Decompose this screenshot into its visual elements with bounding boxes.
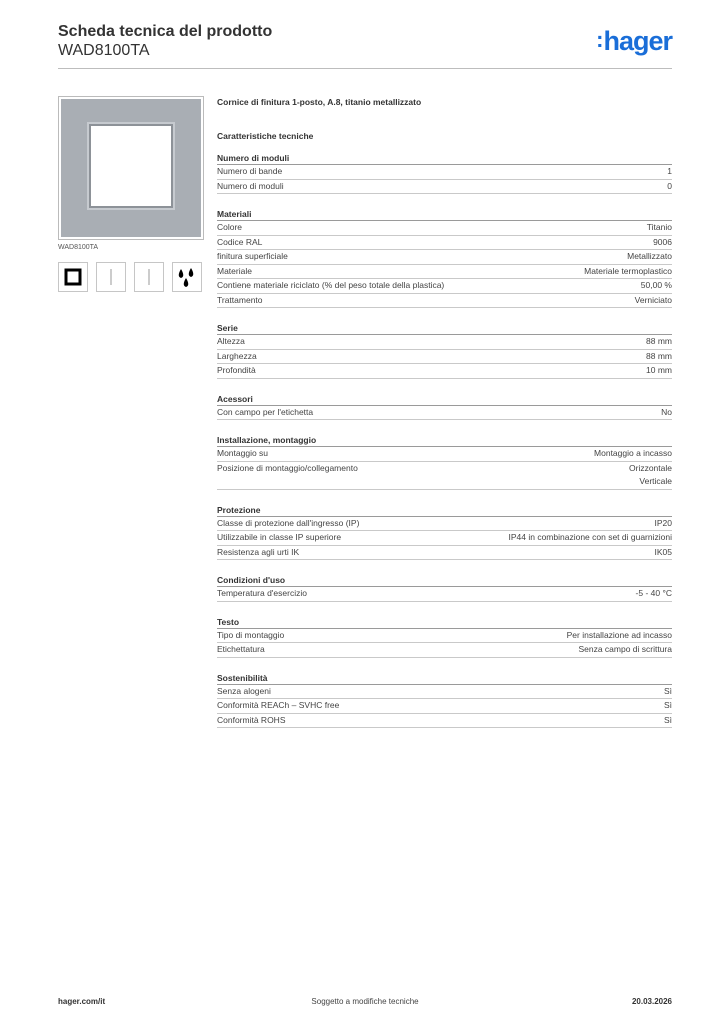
footer-website: hager.com/it bbox=[58, 997, 106, 1006]
spec-value-line: IK05 bbox=[654, 546, 672, 557]
spec-label: Trattamento bbox=[217, 294, 263, 305]
spec-value-line: Sì bbox=[663, 700, 672, 710]
spec-row bbox=[217, 350, 672, 365]
hager-logo bbox=[596, 26, 672, 57]
spec-value bbox=[627, 250, 672, 264]
spec-row bbox=[217, 531, 672, 546]
spec-value-line: 88 mm bbox=[646, 336, 672, 346]
spec-value-line: 0 bbox=[667, 180, 672, 191]
spec-value bbox=[646, 335, 672, 349]
spec-row bbox=[217, 643, 672, 658]
spec-groups bbox=[217, 152, 672, 728]
spec-value-line: Orizzontale bbox=[629, 462, 672, 473]
frame-opening bbox=[89, 124, 173, 208]
spec-value bbox=[578, 643, 672, 657]
spec-label: Posizione di montaggio/collegamento bbox=[217, 462, 358, 473]
spec-label: Temperatura d'esercizio bbox=[217, 588, 307, 598]
spec-value-line: Montaggio a incasso bbox=[594, 448, 672, 458]
spec-label: Utilizzabile in classe IP superiore bbox=[217, 532, 342, 542]
spec-value-line: No bbox=[661, 406, 672, 417]
group-title: Protezione bbox=[217, 504, 672, 517]
spec-value-line: 50,00 % bbox=[640, 280, 672, 290]
spec-row bbox=[217, 250, 672, 265]
spec-label: Contiene materiale riciclato (% del peso totale della plastica) bbox=[217, 280, 445, 290]
spec-row bbox=[217, 294, 672, 309]
spec-value bbox=[646, 350, 672, 364]
spec-row bbox=[217, 165, 672, 180]
spec-row bbox=[217, 714, 672, 729]
spec-value bbox=[629, 462, 672, 489]
spec-label: Conformità REACh – SVHC free bbox=[217, 700, 340, 710]
spec-value-line: 9006 bbox=[653, 236, 672, 247]
spec-value bbox=[653, 236, 672, 250]
spec-row bbox=[217, 699, 672, 714]
spec-label: Numero di moduli bbox=[217, 180, 284, 191]
spec-value-line: Verniciato bbox=[634, 294, 672, 305]
spec-value bbox=[647, 221, 672, 235]
product-image bbox=[58, 96, 204, 240]
spec-row bbox=[217, 335, 672, 350]
spec-label: Etichettatura bbox=[217, 644, 265, 654]
spec-value bbox=[636, 587, 672, 601]
spec-value-line: 10 mm bbox=[646, 365, 672, 375]
spec-label: Materiale bbox=[217, 265, 252, 276]
group-title: Installazione, montaggio bbox=[217, 434, 672, 447]
spec-label: Larghezza bbox=[217, 350, 257, 361]
feature-icons bbox=[58, 262, 202, 294]
spec-label: Codice RAL bbox=[217, 236, 263, 247]
spec-value-line: 88 mm bbox=[646, 350, 672, 361]
group-title: Sostenibilità bbox=[217, 672, 672, 685]
spec-value-line: IP44 in combinazione con set di guarnizioni bbox=[508, 532, 672, 542]
spec-value bbox=[664, 714, 672, 728]
header-divider bbox=[58, 68, 672, 69]
spec-value bbox=[509, 531, 673, 545]
vertical-line-icon bbox=[134, 262, 164, 292]
group-title: Acessori bbox=[217, 393, 672, 406]
footer-date: 20.03.2026 bbox=[631, 997, 672, 1006]
group-title: Numero di moduli bbox=[217, 152, 672, 165]
spec-value bbox=[664, 685, 672, 699]
spec-value-line: Metallizzato bbox=[627, 251, 672, 261]
spec-value-line: Per installazione ad incasso bbox=[566, 629, 672, 640]
group-title: Materiali bbox=[217, 208, 672, 221]
spec-group bbox=[217, 208, 672, 308]
logo-text: hager bbox=[603, 26, 672, 56]
spec-value-line: Sì bbox=[663, 685, 672, 696]
spec-label: Montaggio su bbox=[217, 448, 269, 458]
section-title: Caratteristiche tecniche bbox=[217, 131, 314, 141]
spec-label: Colore bbox=[217, 222, 243, 232]
spec-value-line: Titanio bbox=[646, 222, 672, 232]
spec-label: Con campo per l'etichetta bbox=[217, 406, 314, 417]
spec-value-line: -5 - 40 °C bbox=[635, 588, 672, 598]
spec-label: Tipo di montaggio bbox=[217, 629, 285, 640]
spec-row bbox=[217, 629, 672, 644]
footer-note: Soggetto a modifiche tecniche bbox=[311, 997, 419, 1006]
spec-value bbox=[635, 294, 672, 308]
spec-group bbox=[217, 672, 672, 729]
spec-value bbox=[664, 699, 672, 713]
group-title: Serie bbox=[217, 322, 672, 335]
spec-row bbox=[217, 221, 672, 236]
spec-row bbox=[217, 364, 672, 379]
page-title: Scheda tecnica del prodotto bbox=[58, 23, 273, 40]
spec-group bbox=[217, 322, 672, 379]
logo-colon-icon: : bbox=[596, 27, 603, 52]
spec-group bbox=[217, 616, 672, 658]
spec-row bbox=[217, 265, 672, 280]
spec-row bbox=[217, 546, 672, 561]
spec-value bbox=[667, 165, 672, 179]
spec-row bbox=[217, 517, 672, 532]
spec-value bbox=[667, 180, 672, 194]
spec-value bbox=[594, 447, 672, 461]
spec-label: Altezza bbox=[217, 336, 245, 346]
spec-label: Numero di bande bbox=[217, 166, 283, 176]
spec-value-line: Materiale termoplastico bbox=[584, 265, 672, 276]
spec-group bbox=[217, 393, 672, 421]
spec-label: Profondità bbox=[217, 365, 256, 375]
frame-plate bbox=[61, 99, 201, 237]
spec-label: Conformità ROHS bbox=[217, 714, 286, 725]
spec-value bbox=[661, 406, 672, 420]
spec-row bbox=[217, 447, 672, 462]
spec-row bbox=[217, 685, 672, 700]
frame-square-icon bbox=[58, 262, 88, 292]
product-description: Cornice di finitura 1-posto, A.8, titanio metallizzato bbox=[217, 97, 422, 107]
group-title: Testo bbox=[217, 616, 672, 629]
spec-label: Resistenza agli urti IK bbox=[217, 546, 300, 557]
spec-row bbox=[217, 279, 672, 294]
spec-label: Classe di protezione dall'ingresso (IP) bbox=[217, 517, 360, 528]
spec-value bbox=[584, 265, 672, 279]
document-header bbox=[58, 22, 672, 70]
spec-value-line: Sì bbox=[663, 714, 672, 725]
spec-value-line: Senza campo di scrittura bbox=[578, 644, 672, 654]
spec-value-line: 1 bbox=[667, 166, 672, 176]
spec-group bbox=[217, 504, 672, 561]
vertical-line-icon bbox=[96, 262, 126, 292]
spec-row bbox=[217, 236, 672, 251]
group-title: Condizioni d'uso bbox=[217, 574, 672, 587]
spec-row bbox=[217, 462, 672, 490]
water-drops-icon bbox=[172, 262, 202, 292]
spec-value bbox=[567, 629, 672, 643]
spec-label: Senza alogeni bbox=[217, 685, 271, 696]
product-code: WAD8100TA bbox=[58, 42, 150, 59]
spec-row bbox=[217, 180, 672, 195]
spec-value bbox=[655, 517, 673, 531]
spec-value bbox=[641, 279, 672, 293]
spec-value bbox=[655, 546, 673, 560]
spec-row bbox=[217, 587, 672, 602]
spec-value bbox=[646, 364, 672, 378]
spec-group bbox=[217, 152, 672, 194]
spec-group bbox=[217, 434, 672, 490]
spec-value-line: IP20 bbox=[654, 517, 672, 528]
spec-sheet bbox=[217, 96, 672, 728]
spec-value-line: Verticale bbox=[639, 476, 672, 486]
spec-label: finitura superficiale bbox=[217, 251, 288, 261]
image-caption: WAD8100TA bbox=[58, 244, 99, 251]
spec-row bbox=[217, 406, 672, 421]
spec-group bbox=[217, 574, 672, 602]
